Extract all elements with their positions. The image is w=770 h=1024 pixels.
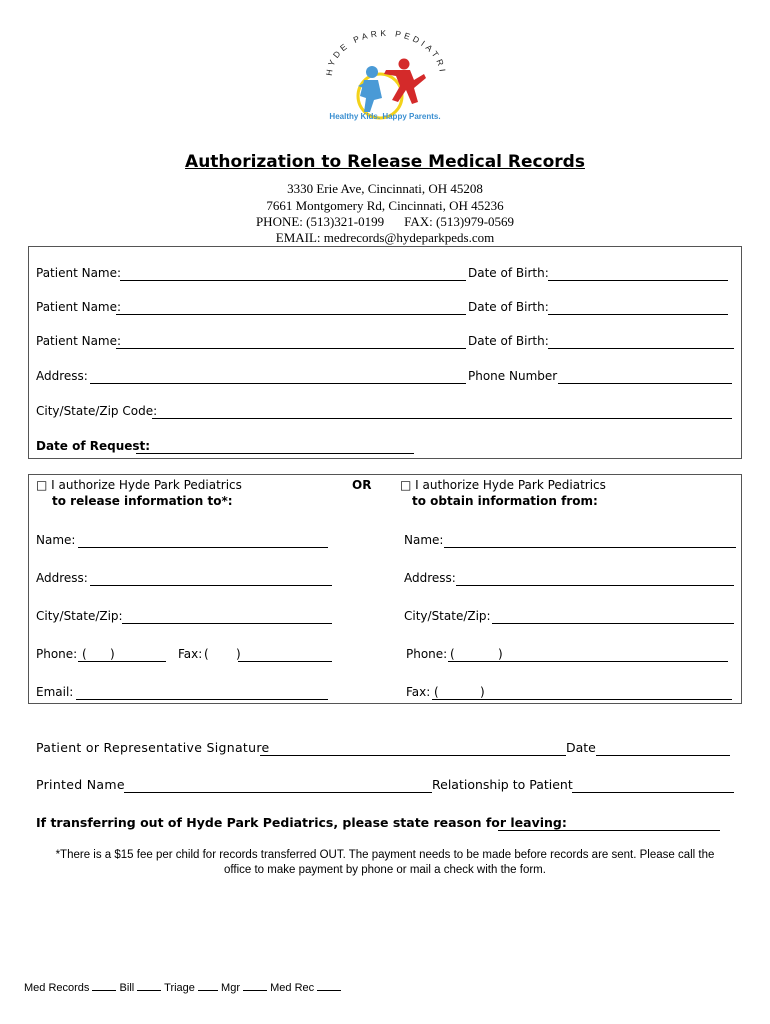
footer-mgr: Mgr [221, 982, 240, 994]
left-address-field[interactable] [90, 585, 332, 586]
left-name-field[interactable] [78, 547, 328, 548]
printed-name-field[interactable] [124, 792, 432, 793]
address-line-1: 3330 Erie Ave, Cincinnati, OH 45208 [287, 181, 483, 196]
date-of-request-label: Date of Request: [36, 439, 151, 453]
left-address-label: Address: [36, 571, 88, 585]
footer-med-records: Med Records [24, 982, 90, 994]
dob-field-2[interactable] [548, 314, 728, 315]
city-state-zip-label: City/State/Zip Code: [36, 404, 158, 418]
printed-name-label: Printed Name [36, 777, 125, 792]
city-state-zip-field[interactable] [152, 418, 732, 419]
office-use-footer [24, 982, 341, 994]
relationship-label: Relationship to Patient [432, 777, 573, 792]
patient-name-field-2[interactable] [116, 314, 466, 315]
release-to-line-2: to release information to*: [52, 494, 233, 508]
left-fax-field[interactable] [238, 661, 332, 662]
right-address-label: Address: [404, 571, 456, 585]
dob-label-3: Date of Birth: [468, 334, 549, 348]
right-fax-paren-close: ) [480, 685, 485, 699]
patient-name-label-3: Patient Name: [36, 334, 122, 348]
page-title: Authorization to Release Medical Records [185, 152, 585, 172]
release-checkbox[interactable]: □ [36, 478, 48, 492]
obtain-from-line-1: I authorize Hyde Park Pediatrics [415, 478, 606, 492]
obtain-checkbox[interactable]: □ [400, 478, 412, 492]
footer-bill: Bill [119, 982, 135, 994]
address-line-2: 7661 Montgomery Rd, Cincinnati, OH 45236 [266, 198, 504, 213]
svg-text:HYDE PARK PEDIATRICS [318, 30, 448, 76]
fax-text: FAX: (513)979-0569 [404, 214, 515, 229]
obtain-from-option[interactable] [400, 478, 606, 492]
right-name-field[interactable] [444, 547, 736, 548]
left-city-field[interactable] [122, 623, 332, 624]
right-phone-paren-close: ) [498, 647, 503, 661]
patient-name-label-2: Patient Name: [36, 300, 122, 314]
right-phone-label: Phone: [406, 647, 448, 661]
footer-triage: Triage [164, 982, 195, 994]
left-phone-field[interactable] [78, 661, 166, 662]
email-line: EMAIL: medrecords@hydeparkpeds.com [275, 230, 495, 245]
right-city-field[interactable] [492, 623, 734, 624]
left-fax-paren-open: ( [204, 647, 209, 661]
patient-name-label-1: Patient Name: [36, 266, 122, 280]
right-address-field[interactable] [456, 585, 734, 586]
dob-field-3[interactable] [548, 348, 734, 349]
release-to-line-1: I authorize Hyde Park Pediatrics [51, 478, 242, 492]
patient-info-box [28, 246, 742, 459]
right-phone-field[interactable] [448, 661, 728, 662]
signature-label: Patient or Representative Signature [36, 740, 270, 755]
left-phone-label: Phone: [36, 647, 78, 661]
left-phone-paren-open: ( [82, 647, 87, 661]
footer-med-rec: Med Rec [270, 982, 315, 994]
left-city-label: City/State/Zip: [36, 609, 123, 623]
phone-text: PHONE: (513)321-0199 [255, 214, 385, 229]
date-of-request-field[interactable] [136, 453, 414, 454]
patient-name-field-1[interactable] [120, 280, 466, 281]
reason-field[interactable] [498, 830, 720, 831]
right-fax-label: Fax: [406, 685, 431, 699]
dob-label-2: Date of Birth: [468, 300, 549, 314]
reason-label: If transferring out of Hyde Park Pediatrics, please state reason for leaving: [36, 815, 567, 830]
or-text: OR [352, 478, 372, 492]
right-fax-field[interactable] [432, 699, 732, 700]
dob-field-1[interactable] [548, 280, 728, 281]
right-fax-paren-open: ( [434, 685, 439, 699]
release-info-box [28, 474, 742, 704]
left-email-field[interactable] [76, 699, 328, 700]
fee-note-line-2: office to make payment by phone or mail a check with the form. [224, 864, 546, 876]
date-label: Date [566, 740, 596, 755]
obtain-from-line-2: to obtain information from: [412, 494, 598, 508]
logo-arc-text: HYDE PARK PEDIATRI [323, 30, 449, 77]
address-field[interactable] [90, 383, 466, 384]
left-email-label: Email: [36, 685, 74, 699]
patient-name-field-3[interactable] [116, 348, 466, 349]
right-phone-paren-open: ( [450, 647, 455, 661]
left-fax-label: Fax: [178, 647, 203, 661]
logo-tagline: Healthy Kids. Happy Parents. [329, 112, 441, 121]
release-to-option[interactable] [36, 478, 242, 492]
address-label: Address: [36, 369, 88, 383]
left-name-label: Name: [36, 533, 76, 547]
left-phone-paren-close: ) [110, 647, 115, 661]
right-city-label: City/State/Zip: [404, 609, 491, 623]
fee-note-line-1: *There is a $15 fee per child for records transferred OUT. The payment needs to be made before records are sent. Please call the [55, 849, 715, 861]
contact-line [0, 214, 770, 230]
signature-field[interactable] [260, 755, 566, 756]
phone-number-label: Phone Number [468, 369, 558, 383]
date-field[interactable] [596, 755, 730, 756]
left-fax-paren-close: ) [236, 647, 241, 661]
dob-label-1: Date of Birth: [468, 266, 549, 280]
right-name-label: Name: [404, 533, 444, 547]
phone-number-field[interactable] [558, 383, 732, 384]
relationship-field[interactable] [572, 792, 734, 793]
